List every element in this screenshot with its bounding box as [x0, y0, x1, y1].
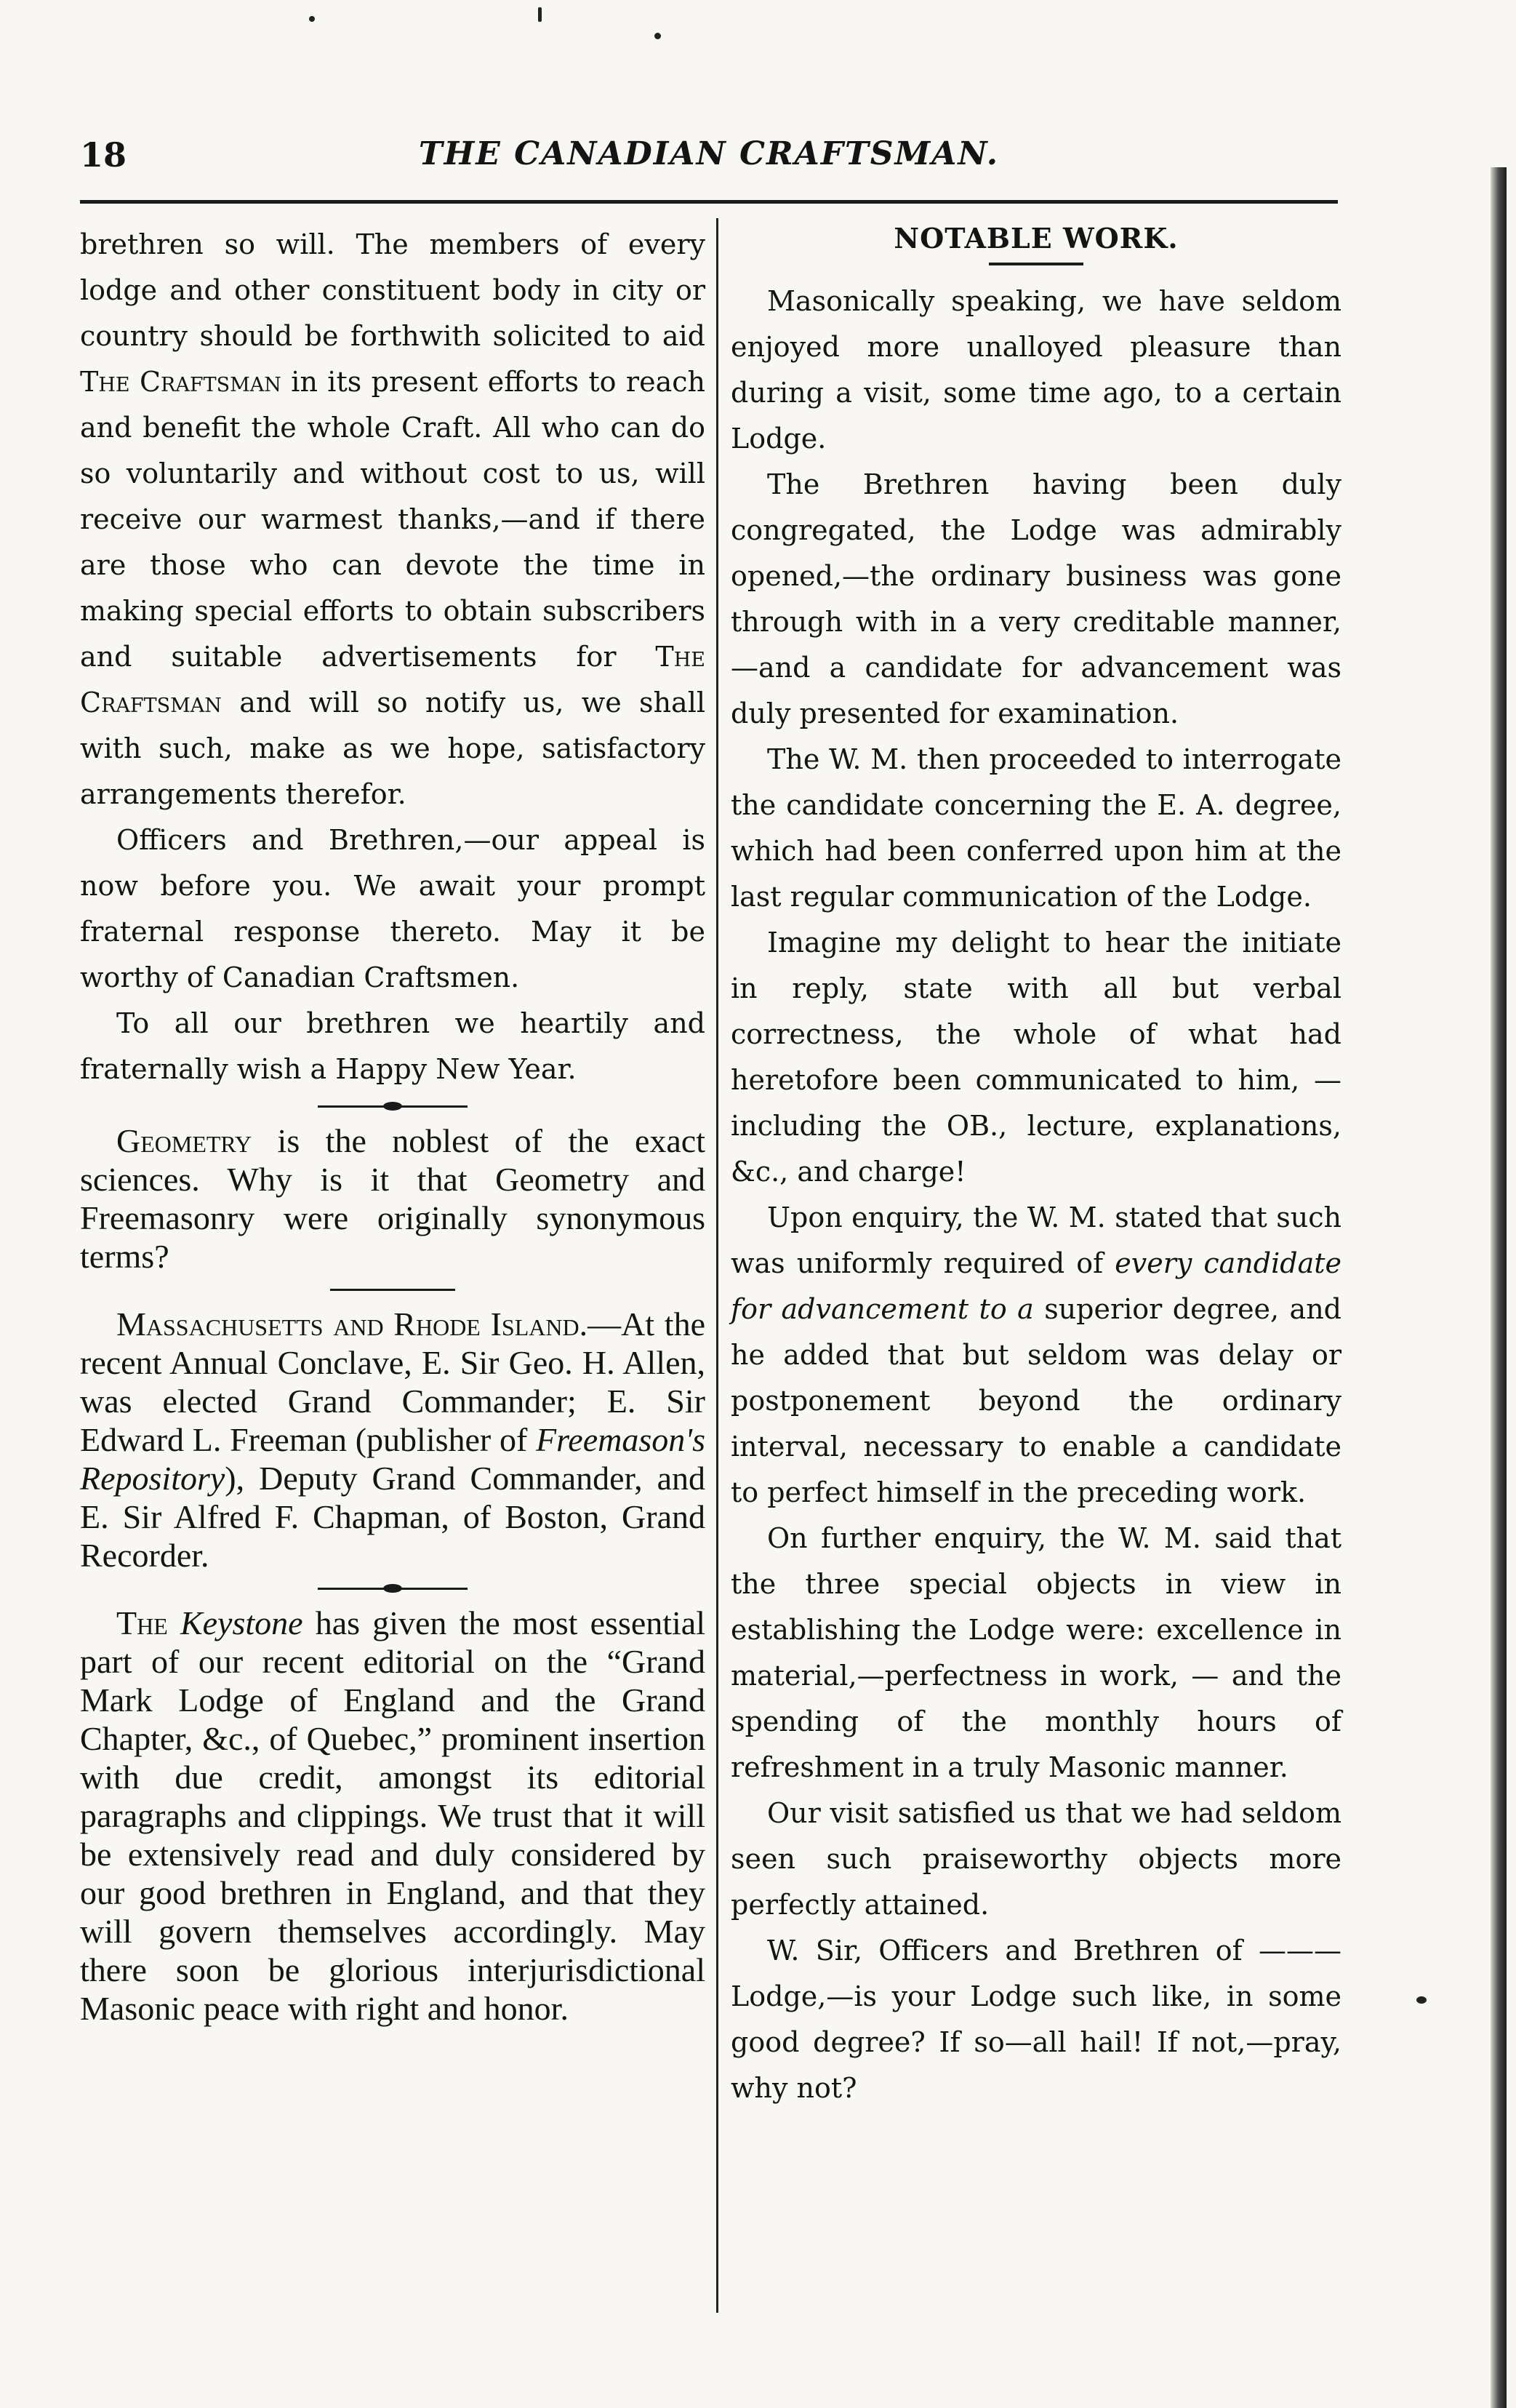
page-header	[80, 135, 1338, 186]
item-lead: Massachusetts and Rhode Island.	[116, 1305, 588, 1343]
publication-name: The Craftsman	[80, 366, 281, 398]
heading-rule	[989, 263, 1083, 265]
left-column	[80, 222, 705, 2028]
item-lead: The	[116, 1604, 168, 1641]
header-rule	[80, 200, 1338, 204]
article-heading: NOTABLE WORK.	[894, 222, 1179, 255]
appeal-paragraph-2: Officers and Brethren,—our appeal is now before you. We await your prompt fraternal response thereto. May it be worthy of Canadian Craftsmen.	[80, 824, 705, 993]
ink-speck	[538, 7, 542, 22]
ink-speck	[1416, 1996, 1427, 2004]
article-paragraph: Imagine my delight to hear the initiate in reply, state with all but verbal correctness, the whole of what had heretofore been communicated to him, — including the OB., lecture, explanations, &c., and charge!	[731, 927, 1341, 1188]
article-paragraph: On further enquiry, the W. M. said that the three special objects in view in establishing the Lodge were: excellence in material,—perfectness in work, — and the spending of the monthly hours of refreshment in a truly Masonic manner.	[731, 1522, 1341, 1783]
publication-name: The Craftsman	[80, 641, 705, 719]
ink-speck	[654, 33, 661, 39]
closing-paragraph: W. Sir, Officers and Brethren of ——— Lodge,—is your Lodge such like, in some good degree? If so—all hail! If not,—pray, why not?	[731, 1935, 1341, 2104]
running-title: THE CANADIAN CRAFTSMAN.	[418, 135, 1000, 172]
article-paragraph: Masonically speaking, we have seldom enjoyed more unalloyed pleasure than during a visit, some time ago, to a certain Lodge.	[731, 285, 1341, 455]
lodge-blank: ———	[1259, 1935, 1341, 1967]
article-paragraph: Our visit satisfied us that we had seldom seen such praiseworthy objects more perfectly attained.	[731, 1797, 1341, 1921]
article-paragraph: The W. M. then proceeded to interrogate the candidate concerning the E. A. degree, which had been conferred upon him at the last regular communication of the Lodge.	[731, 743, 1341, 913]
section-separator	[80, 1575, 705, 1604]
massachusetts-item: Massachusetts and Rhode Island.—At the recent Annual Conclave, E. Sir Geo. H. Allen, was elected Grand Commander; E. Sir Edward L. Freeman (publisher of Freemason's Repository), Deputy Grand Commander, and E. Sir Alfred F. Chapman, of Boston, Grand Recorder.	[80, 1305, 706, 1574]
page-edge-shadow	[1491, 167, 1507, 2408]
ink-speck	[309, 16, 315, 22]
section-separator	[80, 1092, 705, 1121]
page-number: 18	[80, 135, 127, 175]
section-separator	[80, 1276, 705, 1305]
appeal-article	[80, 222, 705, 1092]
right-column	[731, 222, 1341, 2111]
item-lead: Geometry	[116, 1122, 252, 1159]
article-paragraph: The Brethren having been duly congregated, the Lodge was admirably opened,—the ordinary business was gone through with in a very creditable manner,—and a candidate for advancement was duly presented for examination.	[731, 468, 1341, 729]
notable-work-article	[731, 279, 1341, 2111]
column-divider	[716, 218, 718, 2313]
new-year-paragraph: To all our brethren we heartily and fraternally wish a Happy New Year.	[80, 1007, 705, 1085]
appeal-paragraph-1: brethren so will. The members of every lodge and other constituent body in city or country should be forthwith solicited to aid The Craftsman in its present efforts to reach and benefit the whole Craft. All who can do so voluntarily and without cost to us, will receive our warmest thanks,—and if there are those who can devote the time in making special efforts to obtain subscribers and suitable advertisements for The Craftsman and will so notify us, we shall with such, make as we hope, satisfactory arrangements therefor.	[80, 228, 705, 810]
keystone-item: The Keystone has given the most essential part of our recent editorial on the “Grand Mark Lodge of England and the Grand Chapter, &c., of Quebec,” prominent insertion with due credit, amongst its editorial paragraphs and clippings. We trust that it will be extensively read and duly considered by our good brethren in England, and that they will govern themselves accordingly. May there soon be glorious interjurisdictional Masonic peace with right and honor.	[80, 1604, 705, 2027]
geometry-item: Geometry is the noblest of the exact sciences. Why is it that Geometry and Freemasonry were originally synonymous terms?	[80, 1122, 705, 1275]
article-paragraph: Upon enquiry, the W. M. stated that such was uniformly required of every candidate for advancement to a superior degree, and he added that but seldom was delay or postponement beyond the ordinary interval, necessary to enable a candidate to perfect himself in the preceding work.	[731, 1201, 1341, 1508]
